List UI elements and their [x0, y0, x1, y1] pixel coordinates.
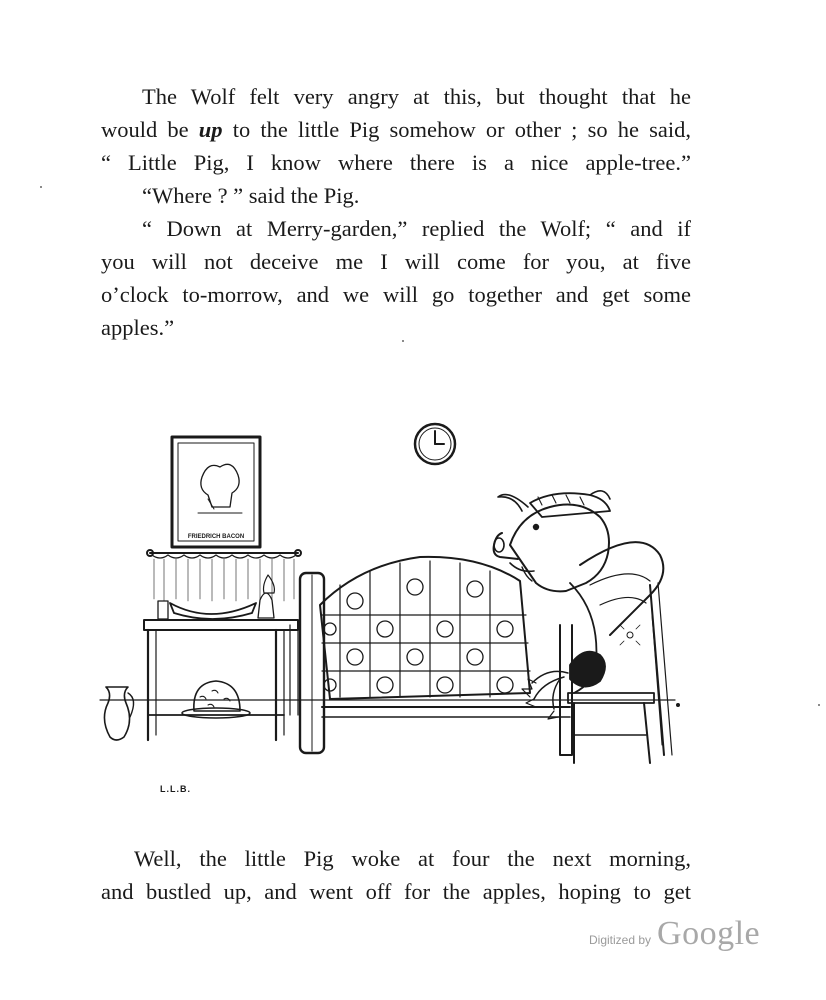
curtain	[147, 550, 301, 601]
washstand	[144, 575, 298, 740]
quilt-roses	[324, 579, 513, 693]
google-logo: Google	[657, 915, 761, 952]
bed	[300, 573, 572, 755]
top-text-block	[101, 80, 691, 344]
text-run: to the little Pig somehow or other ; so he said,	[222, 117, 691, 142]
paragraph-line	[101, 113, 691, 146]
paragraph-line: “ Little Pig, I know where there is a nice apple-tree.”	[101, 150, 691, 175]
google-watermark	[589, 915, 760, 953]
pig-in-bed-illustration	[90, 415, 690, 795]
bottom-text-block	[101, 842, 691, 908]
portrait-caption: FRIEDRICH BACON	[187, 534, 245, 540]
page-speck	[818, 704, 820, 706]
water-jug	[104, 687, 133, 740]
page-speck	[402, 340, 404, 342]
quilt	[320, 557, 530, 699]
page-speck	[40, 186, 42, 188]
clock-icon	[415, 424, 455, 464]
watermark-prefix: Digitized by	[589, 933, 652, 947]
framed-portrait	[172, 437, 260, 547]
paragraph-line: apples.”	[101, 315, 175, 340]
emphasis-word: up	[198, 117, 223, 142]
paragraph-line: Well, the little Pig woke at four the next morning,	[134, 846, 691, 871]
turnip-and-greens	[522, 652, 605, 719]
artist-signature: L.L.B.	[160, 784, 191, 794]
paragraph-line: The Wolf felt very angry at this, but thought that he	[142, 84, 691, 109]
text-run: would be	[101, 117, 199, 142]
paragraph-line: o’clock to-morrow, and we will go together and get some	[101, 282, 691, 307]
paragraph-line: “Where ? ” said the Pig.	[142, 183, 360, 208]
paragraph-line: and bustled up, and went off for the apples, hoping to get	[101, 879, 691, 904]
paragraph-line: you will not deceive me I will come for you, at five	[101, 249, 691, 274]
paragraph-line: “ Down at Merry-garden,” replied the Wolf; “ and if	[142, 216, 691, 241]
